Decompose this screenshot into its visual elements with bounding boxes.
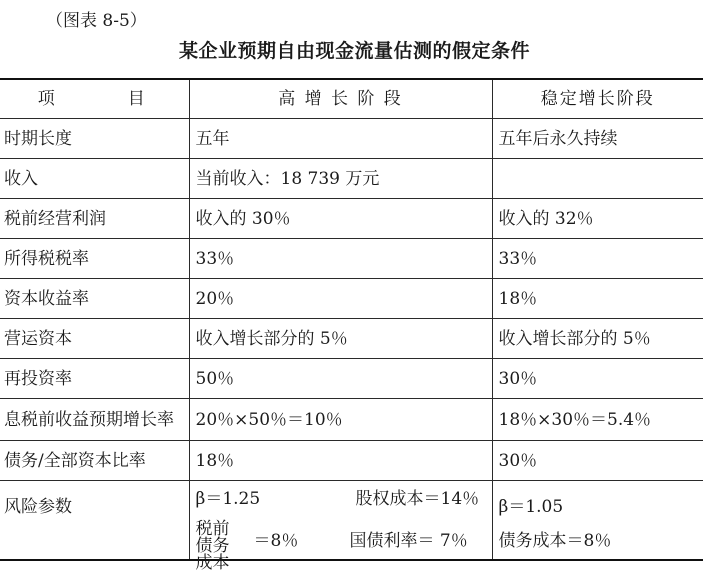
row-label: 收入 — [0, 159, 189, 199]
risk-stable-growth-cell — [492, 481, 703, 561]
table-title: 某企业预期自由现金流量估测的假定条件 — [178, 40, 530, 62]
high-growth-cell: 18％ — [189, 441, 492, 481]
stable-growth-cell: 30％ — [492, 441, 703, 481]
table-header-row — [0, 79, 703, 119]
stable-growth-cell: 30％ — [492, 359, 703, 399]
stable-growth-cell: 18％ — [492, 279, 703, 319]
high-growth-cell: 收入增长部分的 5％ — [189, 319, 492, 359]
high-growth-cell: 20％ — [189, 279, 492, 319]
risk-stable-wrap — [499, 481, 698, 559]
stable-growth-cell: 18％×30％＝5.4％ — [492, 399, 703, 441]
risk-label-wrap — [4, 481, 183, 559]
table-row — [0, 159, 703, 199]
stable-growth-cell: 收入的 32％ — [492, 199, 703, 239]
table-row — [0, 359, 703, 399]
pretax-debt-value: ＝8％ — [253, 531, 299, 551]
table-row — [0, 399, 703, 441]
risk-high-wrap — [195, 481, 486, 573]
table-row — [0, 199, 703, 239]
high-growth-cell: 50％ — [189, 359, 492, 399]
equity-cost: 股权成本＝14％ — [355, 489, 480, 509]
table-row-risk — [0, 481, 703, 561]
table-row — [0, 239, 703, 279]
row-label: 时期长度 — [0, 119, 189, 159]
high-growth-cell: 33％ — [189, 239, 492, 279]
row-label: 税前经营利润 — [0, 199, 189, 239]
row-label: 债务/全部资本比率 — [0, 441, 189, 481]
row-label: 所得税税率 — [0, 239, 189, 279]
high-growth-cell: 收入的 30％ — [189, 199, 492, 239]
table-row — [0, 319, 703, 359]
table-row — [0, 119, 703, 159]
high-growth-cell: 当前收入：18 739 万元 — [189, 159, 492, 199]
beta-high: β＝1.25 — [195, 489, 261, 509]
figure-label: （图表 8-5） — [46, 11, 147, 31]
row-label-risk — [0, 481, 189, 561]
stable-growth-cell: 收入增长部分的 5％ — [492, 319, 703, 359]
pretax-debt-label: 税前债务成本 — [195, 519, 230, 573]
row-label: 再投资率 — [0, 359, 189, 399]
beta-stable: β＝1.05 — [498, 497, 564, 517]
risk-high-growth-cell — [189, 481, 492, 573]
debt-cost-stable: 债务成本＝8％ — [498, 531, 612, 551]
row-label: 息税前收益预期增长率 — [0, 399, 189, 441]
row-label: 资本收益率 — [0, 279, 189, 319]
high-growth-cell: 20％×50％＝10％ — [189, 399, 492, 441]
risk-label: 风险参数 — [4, 497, 72, 517]
header-stable-growth: 稳定增长阶段 — [492, 79, 703, 119]
row-label: 营运资本 — [0, 319, 189, 359]
stable-growth-cell: 33％ — [492, 239, 703, 279]
treasury-rate: 国债利率＝ 7％ — [349, 531, 468, 551]
high-growth-cell: 五年 — [189, 119, 492, 159]
stable-growth-cell: 五年后永久持续 — [492, 119, 703, 159]
header-high-growth: 高 增 长 阶 段 — [189, 79, 492, 119]
header-item: 项 目 — [0, 79, 189, 119]
assumptions-table — [0, 78, 703, 573]
table-row — [0, 279, 703, 319]
table-row — [0, 441, 703, 481]
stable-growth-cell — [492, 159, 703, 199]
